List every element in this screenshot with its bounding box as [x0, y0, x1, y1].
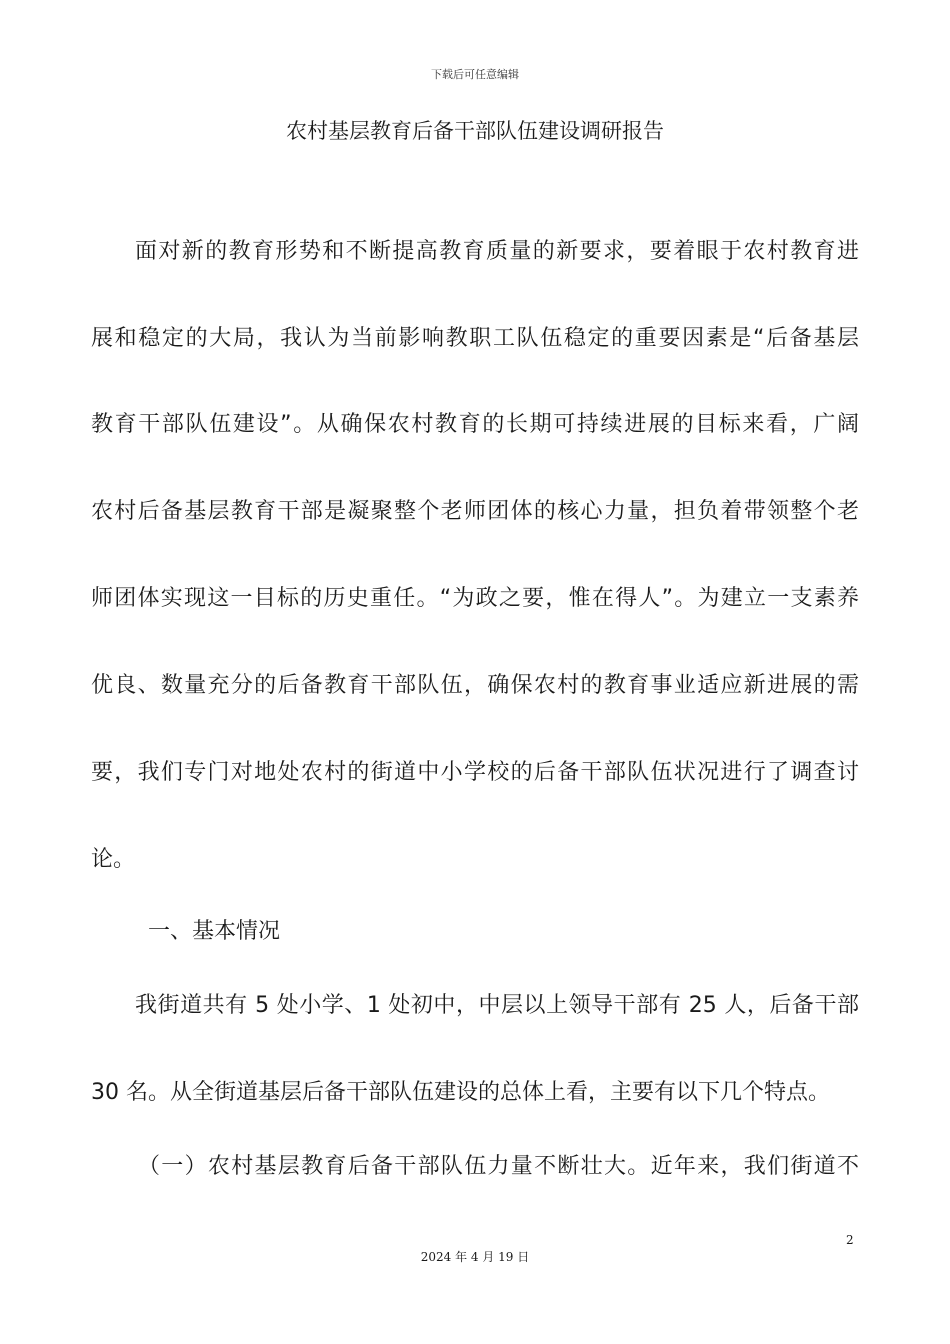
- paragraph-line: 30 名。从全街道基层后备干部队伍建设的总体上看，主要有以下几个特点。: [91, 1080, 830, 1105]
- paragraph-line: 论。: [91, 847, 136, 872]
- paragraph-line: 农村后备基层教育干部是凝聚整个老师团体的核心力量，担负着带领整个老: [91, 499, 859, 524]
- paragraph-line: 师团体实现这一目标的历史重任。“为政之要，惟在得人”。为建立一支素养: [91, 586, 859, 611]
- paragraph-line: 要，我们专门对地处农村的街道中小学校的后备干部队伍状况进行了调查讨: [91, 760, 859, 785]
- paragraph-line: 我街道共有 5 处小学、1 处初中，中层以上领导干部有 25 人，后备干部: [135, 993, 859, 1018]
- paragraph-line: 面对新的教育形势和不断提高教育质量的新要求，要着眼于农村教育进: [135, 239, 859, 264]
- paragraph-line: 教育干部队伍建设”。从确保农村教育的长期可持续进展的目标来看，广阔: [91, 412, 859, 437]
- document-title: 农村基层教育后备干部队伍建设调研报告: [286, 119, 664, 143]
- paragraph-line: 优良、数量充分的后备教育干部队伍，确保农村的教育事业适应新进展的需: [91, 673, 859, 698]
- footer-date: 2024 年 4 月 19 日: [420, 1250, 530, 1264]
- paragraph-line: 展和稳定的大局，我认为当前影响教职工队伍稳定的重要因素是“后备基层: [91, 326, 859, 351]
- section-heading: 一、基本情况: [148, 919, 281, 944]
- paragraph-line: （一）农村基层教育后备干部队伍力量不断壮大。近年来，我们街道不: [138, 1154, 859, 1179]
- page-number: 2: [846, 1233, 854, 1247]
- header-note: 下载后可任意编辑: [431, 68, 519, 81]
